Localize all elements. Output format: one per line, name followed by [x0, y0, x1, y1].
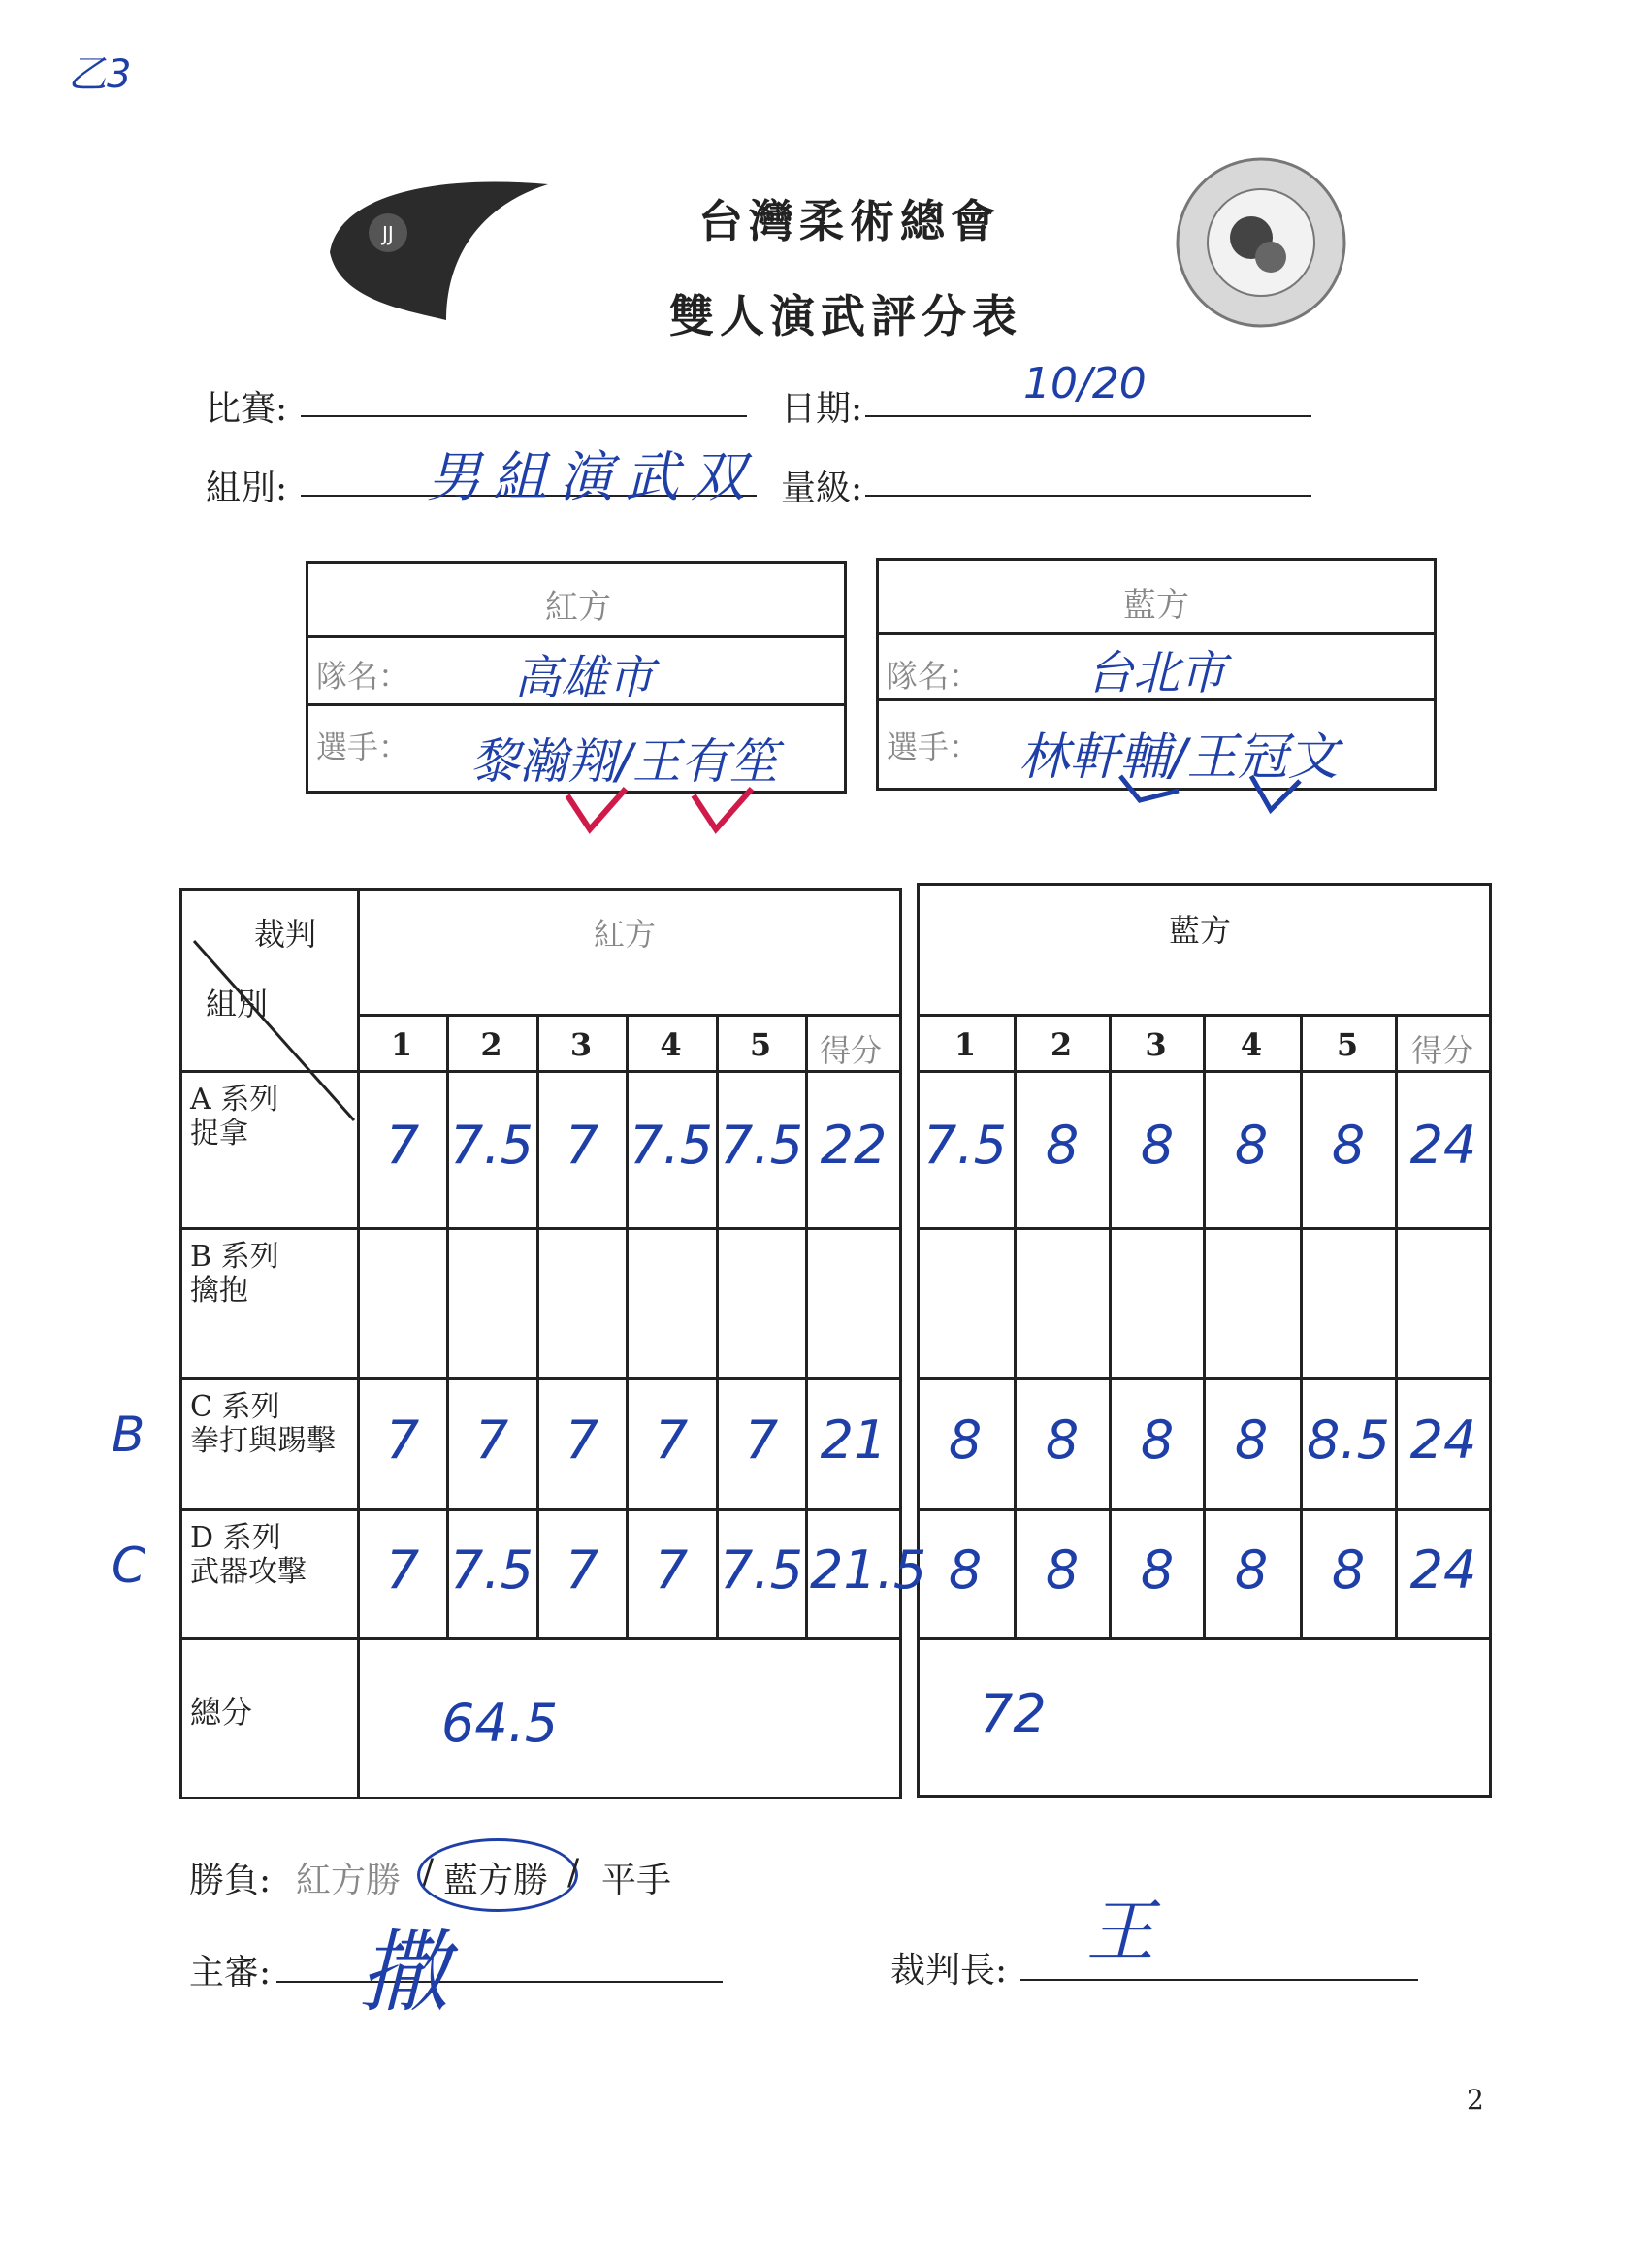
chief-signature: 王 [1086, 1892, 1154, 1971]
check-mark-icon [1116, 771, 1183, 810]
red-judge-score: 7 [654, 1409, 689, 1471]
red-judge-score: 7.5 [720, 1539, 803, 1601]
svg-text:JJ: JJ [382, 222, 394, 245]
red-judge-score: 7 [654, 1539, 689, 1601]
corner-mark: 乙3 [68, 52, 132, 97]
red-judge-header: 3 [569, 1026, 593, 1063]
blue-judge-header: 1 [954, 1026, 977, 1063]
date-label: 日期: [781, 389, 863, 429]
check-mark-icon [689, 781, 757, 839]
blue-judge-score: 8 [1045, 1539, 1080, 1601]
weight-label: 量級: [781, 469, 863, 508]
red-judge-score: 7 [474, 1409, 509, 1471]
red-judge-score: 7 [385, 1539, 420, 1601]
blue-row-total: 24 [1409, 1539, 1477, 1601]
row-label-name: 拳打與踢擊 [190, 1424, 336, 1458]
chief-label: 裁判長: [890, 1951, 1008, 1991]
result-separator: / [422, 1853, 435, 1893]
blue-judge-score: 8 [1234, 1409, 1269, 1471]
blue-section-title: 藍方 [1169, 912, 1232, 949]
blue-judge-header: 2 [1050, 1026, 1073, 1063]
blue-judge-header: 3 [1145, 1026, 1167, 1063]
check-mark-icon [1246, 771, 1305, 820]
red-judge-score: 7.5 [720, 1115, 803, 1176]
blue-row-total: 24 [1409, 1409, 1477, 1471]
red-row-total: 21.5 [810, 1539, 927, 1601]
blue-judge-header: 4 [1240, 1026, 1263, 1063]
blue-score-header: 得分 [1411, 1032, 1474, 1069]
page-number: 2 [1467, 2084, 1484, 2116]
red-win-option: 紅方勝 [296, 1861, 402, 1900]
red-judge-score: 7.5 [450, 1539, 534, 1601]
referee-label: 主審: [189, 1953, 272, 1993]
blue-judge-score: 8.5 [1307, 1409, 1390, 1471]
match-label: 比賽: [206, 389, 288, 429]
margin-note: C [112, 1538, 146, 1594]
red-judge-score: 7 [744, 1409, 779, 1471]
row-label-series: D 系列 [190, 1521, 281, 1555]
date-value: 10/20 [1023, 359, 1147, 408]
red-judge-score: 7 [565, 1115, 599, 1176]
form-title: 雙人演武評分表 [669, 290, 1022, 342]
blue-judge-score: 8 [1234, 1539, 1269, 1601]
red-team-value: 高雄市 [514, 651, 655, 705]
row-label-name: 捉拿 [190, 1117, 248, 1150]
blue-win-option: 藍方勝 [443, 1861, 549, 1900]
blue-judge-score: 7.5 [923, 1115, 1007, 1176]
blue-judge-score: 8 [1140, 1539, 1175, 1601]
tjjf-logo [1174, 155, 1348, 330]
red-player-label: 選手： [316, 729, 410, 765]
red-team-label: 隊名： [316, 658, 410, 695]
red-judge-header: 5 [749, 1026, 772, 1063]
red-section-title: 紅方 [594, 916, 657, 953]
blue-judge-score: 8 [1331, 1539, 1366, 1601]
blue-team-value: 台北市 [1086, 646, 1227, 700]
check-mark-icon [563, 781, 630, 839]
row-label-name: 擒抱 [190, 1274, 248, 1308]
corner-group-label: 組別 [206, 986, 269, 1022]
blue-judge-score: 8 [1045, 1409, 1080, 1471]
blue-judge-score: 8 [948, 1409, 983, 1471]
red-judge-header: 4 [660, 1026, 682, 1063]
group-label: 組別: [206, 469, 288, 508]
blue-judge-score: 8 [1140, 1409, 1175, 1471]
blue-player-value: 林軒輔/王冠文 [1018, 729, 1339, 787]
blue-team-title: 藍方 [1123, 586, 1189, 625]
red-row-total: 21 [820, 1409, 888, 1471]
blue-team-label: 隊名： [887, 658, 981, 695]
red-team-title: 紅方 [545, 588, 611, 627]
blue-judge-header: 5 [1336, 1026, 1359, 1063]
red-judge-header: 2 [480, 1026, 502, 1063]
result-separator: / [567, 1853, 580, 1893]
red-row-total: 22 [820, 1115, 888, 1176]
blue-judge-score: 8 [1140, 1115, 1175, 1176]
red-judge-score: 7.5 [630, 1115, 713, 1176]
org-name: 台灣柔術總會 [698, 195, 1001, 247]
corner-judge-label: 裁判 [254, 916, 317, 953]
red-judge-score: 7.5 [450, 1115, 534, 1176]
red-judge-score: 7 [565, 1539, 599, 1601]
blue-total-score: 72 [980, 1683, 1047, 1744]
row-label-series: A 系列 [190, 1083, 279, 1117]
red-judge-score: 7 [385, 1115, 420, 1176]
total-label: 總分 [190, 1694, 253, 1731]
red-judge-score: 7 [385, 1409, 420, 1471]
blue-player-label: 選手： [887, 729, 981, 765]
group-value: 男組演武双 [427, 446, 757, 509]
ijjf-logo [320, 175, 553, 330]
red-total-score: 64.5 [441, 1693, 559, 1754]
blue-judge-score: 8 [948, 1539, 983, 1601]
red-judge-score: 7 [565, 1409, 599, 1471]
referee-signature: 撒 [359, 1921, 449, 2025]
red-judge-header: 1 [390, 1026, 413, 1063]
blue-judge-score: 8 [1045, 1115, 1080, 1176]
row-label-series: B 系列 [190, 1240, 279, 1274]
row-label-name: 武器攻擊 [190, 1555, 307, 1589]
result-label: 勝負: [189, 1861, 272, 1900]
red-score-header: 得分 [820, 1032, 883, 1069]
blue-row-total: 24 [1409, 1115, 1477, 1176]
red-player-value: 黎瀚翔/王有笙 [470, 733, 778, 790]
blue-judge-score: 8 [1331, 1115, 1366, 1176]
row-label-series: C 系列 [190, 1390, 280, 1424]
blue-judge-score: 8 [1234, 1115, 1269, 1176]
margin-note: B [112, 1407, 146, 1463]
draw-option: 平手 [601, 1861, 672, 1900]
